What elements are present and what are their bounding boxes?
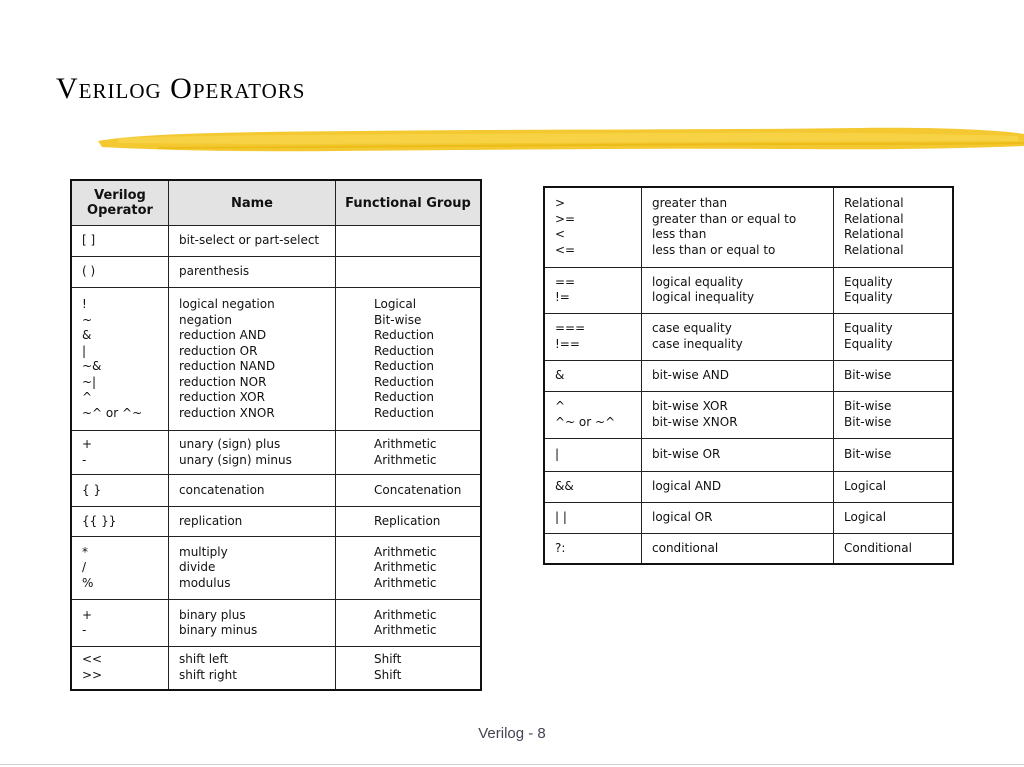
operator-cell: === !== bbox=[544, 313, 642, 360]
name-cell: binary plus binary minus bbox=[169, 600, 336, 647]
table-row bbox=[71, 288, 481, 431]
slide-footer: Verilog - 8 bbox=[478, 725, 546, 742]
name-cell: concatenation bbox=[169, 475, 336, 507]
operator-cell: ( ) bbox=[71, 257, 169, 288]
table-row bbox=[544, 391, 953, 438]
table-row bbox=[544, 502, 953, 533]
name-cell: unary (sign) plus unary (sign) minus bbox=[169, 431, 336, 475]
table-row bbox=[71, 600, 481, 647]
table-row bbox=[544, 187, 953, 267]
table-row bbox=[71, 647, 481, 690]
name-cell: conditional bbox=[642, 533, 834, 564]
name-cell: case equality case inequality bbox=[642, 313, 834, 360]
operator-cell: && bbox=[544, 471, 642, 502]
name-cell: replication bbox=[169, 507, 336, 537]
operators-table-left bbox=[70, 179, 482, 691]
operator-cell: {{ }} bbox=[71, 507, 169, 537]
group-cell: Bit-wise bbox=[834, 360, 954, 391]
table-row bbox=[544, 438, 953, 471]
group-cell: Concatenation bbox=[336, 475, 482, 507]
name-cell: multiply divide modulus bbox=[169, 537, 336, 600]
name-cell: shift left shift right bbox=[169, 647, 336, 690]
table-row bbox=[544, 360, 953, 391]
group-cell: Arithmetic Arithmetic bbox=[336, 431, 482, 475]
table-row bbox=[71, 431, 481, 475]
operator-cell: + - bbox=[71, 600, 169, 647]
group-cell: Arithmetic Arithmetic Arithmetic bbox=[336, 537, 482, 600]
operator-cell: << >> bbox=[71, 647, 169, 690]
group-cell: Logical bbox=[834, 502, 954, 533]
table-row bbox=[544, 533, 953, 564]
group-cell bbox=[336, 226, 482, 257]
name-cell: greater than greater than or equal to less than less than or equal to bbox=[642, 187, 834, 267]
group-cell: Arithmetic Arithmetic bbox=[336, 600, 482, 647]
operator-cell: [ ] bbox=[71, 226, 169, 257]
operator-cell: ^ ^~ or ~^ bbox=[544, 391, 642, 438]
group-cell: Bit-wise Bit-wise bbox=[834, 391, 954, 438]
name-cell: parenthesis bbox=[169, 257, 336, 288]
operator-cell: | bbox=[544, 438, 642, 471]
group-cell: Replication bbox=[336, 507, 482, 537]
table-row bbox=[71, 475, 481, 507]
group-cell: Bit-wise bbox=[834, 438, 954, 471]
table-row bbox=[544, 313, 953, 360]
header-name: Name bbox=[169, 180, 336, 226]
name-cell: bit-wise OR bbox=[642, 438, 834, 471]
operator-cell: == != bbox=[544, 267, 642, 313]
table-row bbox=[544, 267, 953, 313]
name-cell: logical equality logical inequality bbox=[642, 267, 834, 313]
table-row bbox=[71, 226, 481, 257]
group-cell bbox=[336, 257, 482, 288]
table-row bbox=[71, 537, 481, 600]
name-cell: bit-wise XOR bit-wise XNOR bbox=[642, 391, 834, 438]
operator-cell: > >= < <= bbox=[544, 187, 642, 267]
operators-table-right bbox=[543, 186, 954, 565]
group-cell: Equality Equality bbox=[834, 313, 954, 360]
group-cell: Equality Equality bbox=[834, 267, 954, 313]
name-cell: bit-wise AND bbox=[642, 360, 834, 391]
header-functional-group: Functional Group bbox=[336, 180, 482, 226]
operator-cell: ?: bbox=[544, 533, 642, 564]
operator-cell: ! ~ & | ~& ~| ^ ~^ or ^~ bbox=[71, 288, 169, 431]
operator-cell: | | bbox=[544, 502, 642, 533]
name-cell: logical negation negation reduction AND reduction OR reduction NAND reduction NOR reduction XOR reduction XNOR bbox=[169, 288, 336, 431]
name-cell: logical AND bbox=[642, 471, 834, 502]
table-row bbox=[544, 471, 953, 502]
group-cell: Relational Relational Relational Relational bbox=[834, 187, 954, 267]
bottom-divider bbox=[0, 764, 1024, 765]
operator-cell: * / % bbox=[71, 537, 169, 600]
group-cell: Logical bbox=[834, 471, 954, 502]
header-operator: Verilog Operator bbox=[71, 180, 169, 226]
header-row bbox=[71, 180, 481, 226]
slide-title: Verilog Operators bbox=[56, 72, 306, 105]
group-cell: Shift Shift bbox=[336, 647, 482, 690]
group-cell: Conditional bbox=[834, 533, 954, 564]
highlighter-stroke bbox=[98, 122, 1024, 160]
table-row bbox=[71, 507, 481, 537]
operator-cell: + - bbox=[71, 431, 169, 475]
operator-cell: { } bbox=[71, 475, 169, 507]
name-cell: logical OR bbox=[642, 502, 834, 533]
name-cell: bit-select or part-select bbox=[169, 226, 336, 257]
group-cell: Logical Bit-wise Reduction Reduction Reduction Reduction Reduction Reduction bbox=[336, 288, 482, 431]
operator-cell: & bbox=[544, 360, 642, 391]
table-row bbox=[71, 257, 481, 288]
